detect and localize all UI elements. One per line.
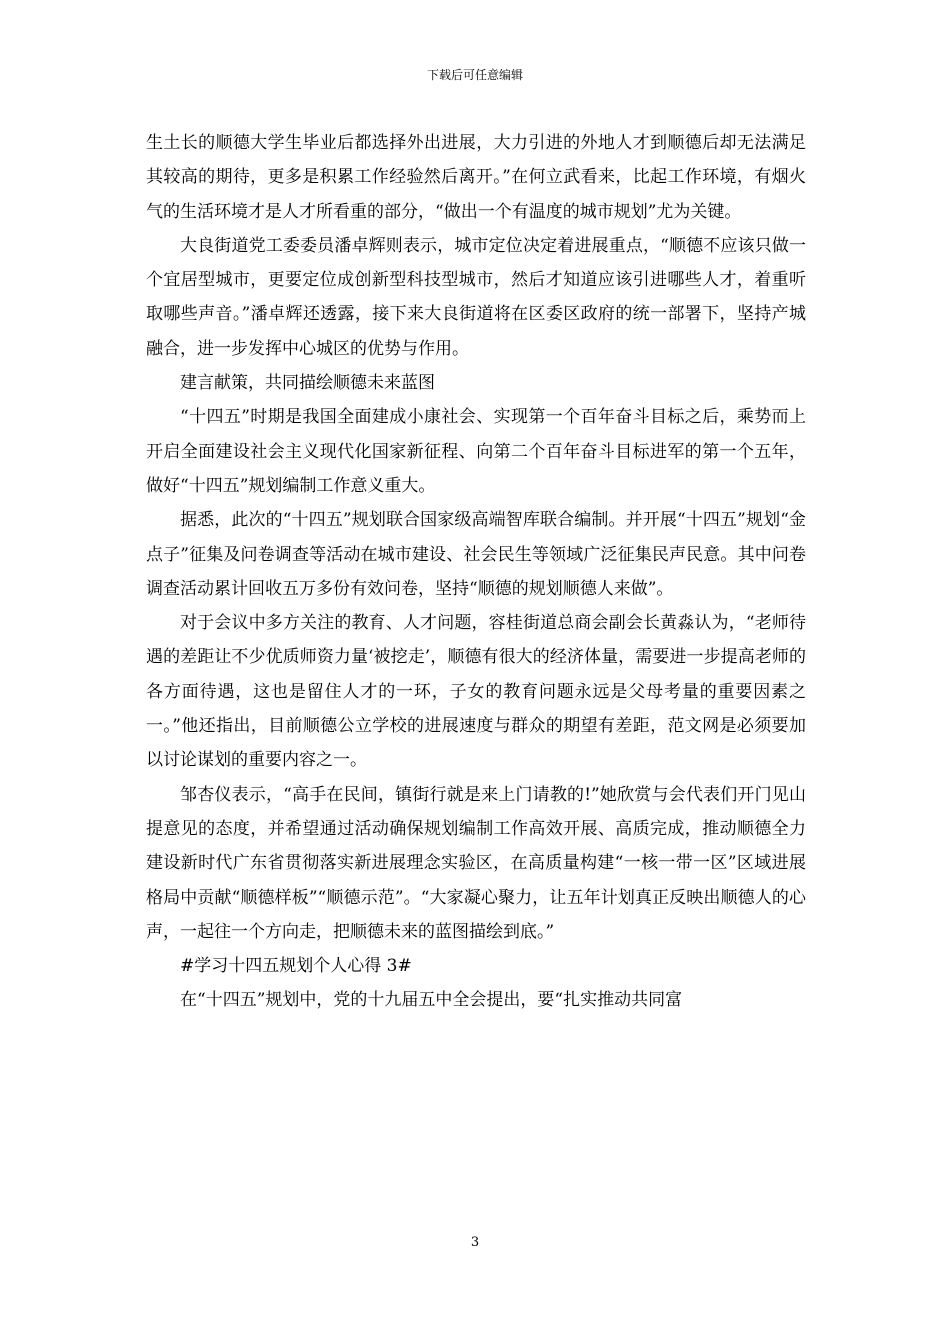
section-heading: 建言献策，共同描绘顺德未来蓝图 [180, 373, 435, 394]
paragraph-2: 大良街道党工委委员潘卓辉则表示，城市定位决定着进展重点，“顺德不应该只做一个宜居型城市，更要定位成创新型科技型城市，然后才知道应该引进哪些人才，着重听取哪些声音。”潘卓辉还透露，接下来大良街道将在区委区政府的统一部署下，坚持产城融合，进一步发挥中心城区的优势与作用。 [146, 235, 806, 359]
paragraph-5: 对于会议中多方关注的教育、人才问题，容桂街道总商会副会长黄淼认为，“老师待遇的差距让不少优质师资力量‘被挖走’，顺德有很大的经济体量，需要进一步提高老师的各方面待遇，这也是留住人才的一环，子女的教育问题永远是父母考量的重要因素之一。”他还指出，目前顺德公立学校的进展速度与群众的期望有差距，范文网是必须要加以讨论谋划的重要内容之一。 [146, 613, 806, 771]
paragraph-6: 邹杏仪表示，“高手在民间，镇街行就是来上门请教的!”她欣赏与会代表们开门见山提意见的态度，并希望通过活动确保规划编制工作高效开展、高质完成，推动顺德全力建设新时代广东省贯彻落实新进展理念实验区，在高质量构建“一核一带一区”区域进展格局中贡献“顺德样板”“顺德示范”。“大家凝心聚力，让五年计划真正反映出顺德人的心声，一起往一个方向走，把顺德未来的蓝图描绘到底。” [146, 784, 806, 942]
document-body [146, 126, 806, 1018]
page-header: 下载后可任意编辑 [426, 68, 523, 82]
page-number: 3 [470, 1235, 480, 1250]
paragraph-1: 生土长的顺德大学生毕业后都选择外出进展，大力引进的外地人才到顺德后却无法满足其较高的期待，更多是积累工作经验然后离开。”在何立武看来，比起工作环境，有烟火气的生活环境才是人才所看重的部分，“做出一个有温度的城市规划”尤为关键。 [146, 133, 806, 222]
paragraph-4: 据悉，此次的“十四五”规划联合国家级高端智库联合编制。并开展“十四五”规划“金点子”征集及问卷调查等活动在城市建设、社会民生等领域广泛征集民声民意。其中问卷调查活动累计回收五万多份有效问卷，坚持“顺德的规划顺德人来做”。 [146, 510, 806, 599]
hashtag-heading: #学习十四五规划个人心得 3# [180, 956, 412, 977]
paragraph-7: 在“十四五”规划中，党的十九届五中全会提出，要“扎实推动共同富 [180, 990, 683, 1011]
paragraph-3: “十四五”时期是我国全面建成小康社会、实现第一个百年奋斗目标之后，乘势而上开启全面建设社会主义现代化国家新征程、向第二个百年奋斗目标进军的第一个五年，做好“十四五”规划编制工作意义重大。 [146, 407, 806, 496]
